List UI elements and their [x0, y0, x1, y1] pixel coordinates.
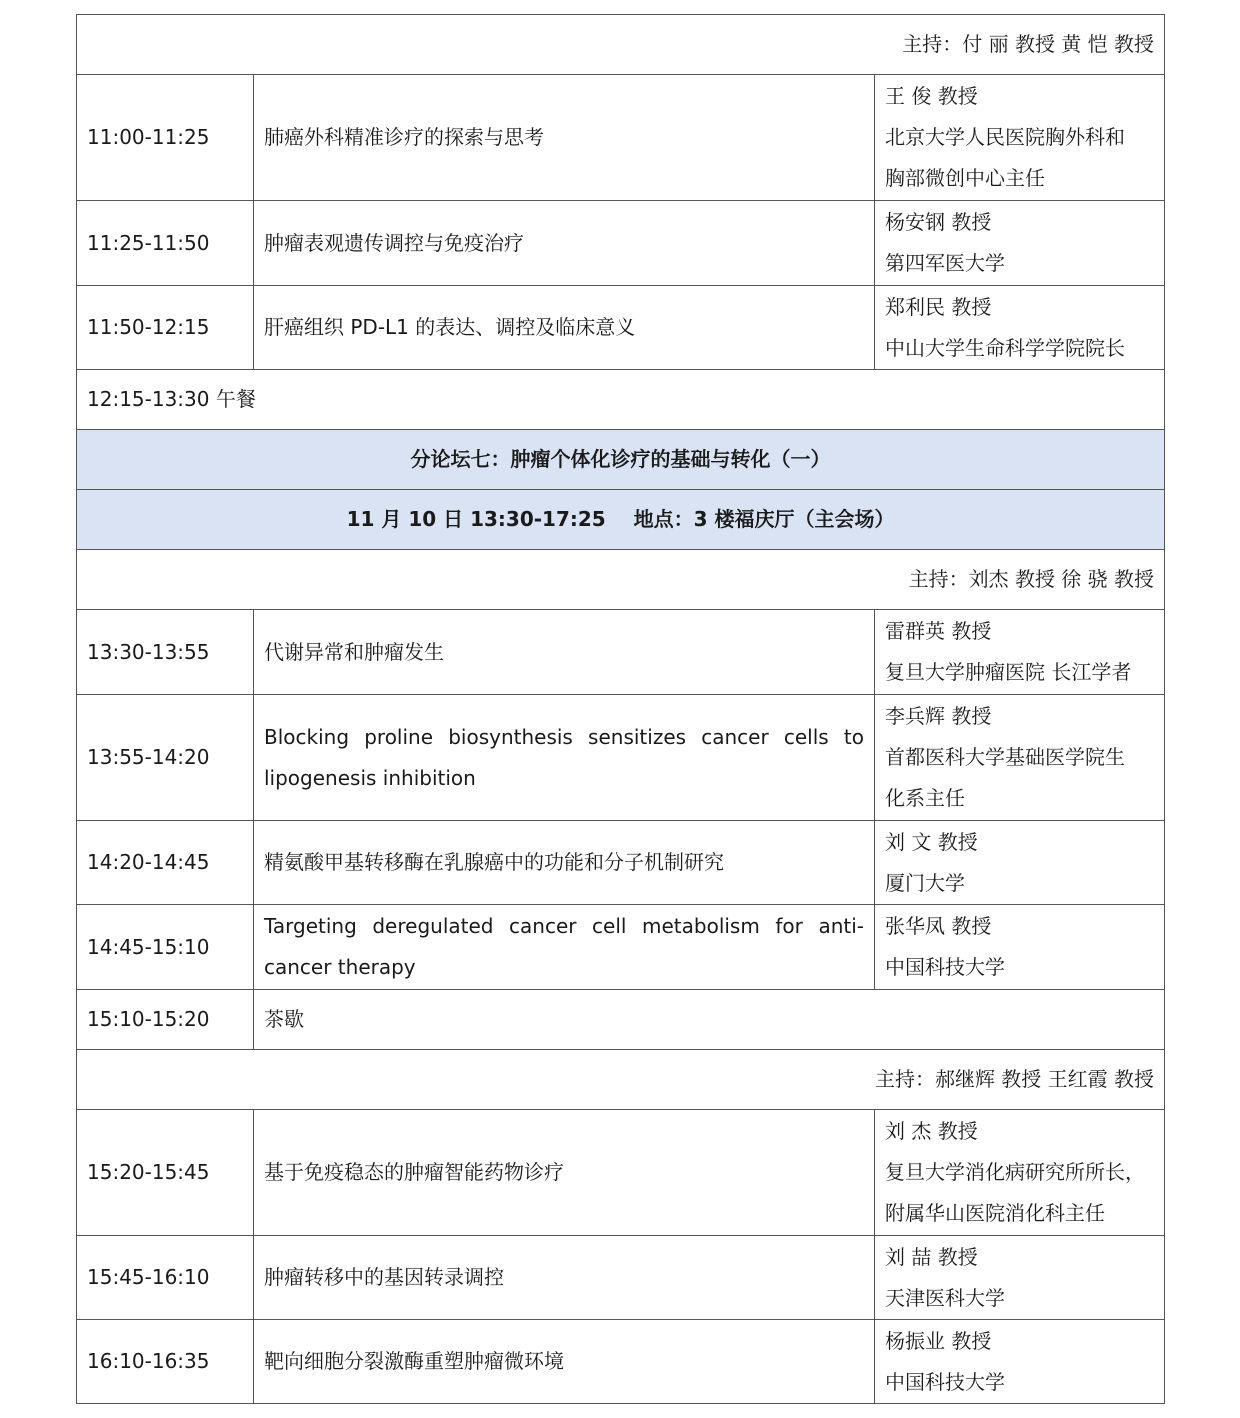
speaker-affiliation: 中国科技大学 — [885, 1369, 1005, 1394]
table-row — [77, 695, 1165, 821]
time-cell: 13:30-13:55 — [77, 610, 254, 695]
table-row — [77, 610, 1165, 695]
time-cell: 15:20-15:45 — [77, 1110, 254, 1236]
title-cell: 代谢异常和肿瘤发生 — [254, 610, 875, 695]
speaker-name: 杨振业 教授 — [885, 1328, 992, 1353]
speaker-affiliation: 首都医科大学基础医学院生 — [885, 745, 1125, 769]
title-cell: 肝癌组织 PD-L1 的表达、调控及临床意义 — [254, 286, 875, 370]
speaker-cell — [875, 1236, 1165, 1320]
lunch-row — [77, 370, 1165, 430]
table-row — [77, 201, 1165, 286]
time-cell: 16:10-16:35 — [77, 1320, 254, 1404]
speaker-affiliation: 北京大学人民医院胸外科和 — [885, 125, 1125, 149]
speaker-cell — [875, 905, 1165, 990]
speaker-cell — [875, 821, 1165, 905]
table-row — [77, 75, 1165, 201]
table-row — [77, 905, 1165, 990]
speaker-affiliation: 天津医科大学 — [885, 1285, 1005, 1310]
time-cell: 13:55-14:20 — [77, 695, 254, 821]
table-row — [77, 1320, 1165, 1404]
speaker-name: 杨安钢 教授 — [885, 210, 992, 234]
table-row — [77, 821, 1165, 905]
speaker-affiliation: 复旦大学消化病研究所所长， — [885, 1160, 1145, 1184]
speaker-cell — [875, 286, 1165, 370]
speaker-affiliation: 厦门大学 — [885, 870, 965, 895]
chair-text: 主持：刘杰 教授 徐 骁 教授 — [77, 550, 1165, 610]
speaker-cell — [875, 75, 1165, 201]
break-row — [77, 990, 1165, 1050]
speaker-affiliation: 第四军医大学 — [885, 251, 1005, 275]
speaker-affiliation: 中山大学生命科学学院院长 — [885, 335, 1125, 360]
forum-title-row — [77, 430, 1165, 490]
title-cell: 靶向细胞分裂激酶重塑肿瘤微环境 — [254, 1320, 875, 1404]
chair-text: 主持：付 丽 教授 黄 恺 教授 — [77, 15, 1165, 75]
time-cell: 15:10-15:20 — [77, 990, 254, 1050]
speaker-affiliation: 复旦大学肿瘤医院 长江学者 — [885, 660, 1132, 684]
speaker-name: 刘 杰 教授 — [885, 1119, 978, 1143]
speaker-affiliation: 中国科技大学 — [885, 955, 1005, 979]
forum-date-place: 11 月 10 日 13:30-17:25 地点：3 楼福庆厅（主会场） — [77, 490, 1165, 550]
chair-row — [77, 15, 1165, 75]
time-cell: 14:45-15:10 — [77, 905, 254, 990]
speaker-cell — [875, 201, 1165, 286]
chair-text: 主持：郝继辉 教授 王红霞 教授 — [77, 1050, 1165, 1110]
time-cell: 11:50-12:15 — [77, 286, 254, 370]
chair-row — [77, 1050, 1165, 1110]
table-row — [77, 1110, 1165, 1236]
break-title: 茶歇 — [254, 990, 1165, 1050]
speaker-affiliation: 附属华山医院消化科主任 — [885, 1201, 1105, 1225]
title-cell: Blocking proline biosynthesis sensitizes cancer cells to lipogenesis inhibition — [254, 695, 875, 821]
forum-date-row — [77, 490, 1165, 550]
chair-row — [77, 550, 1165, 610]
speaker-affiliation: 化系主任 — [885, 786, 965, 810]
title-cell: Targeting deregulated cancer cell metabolism for anti-cancer therapy — [254, 905, 875, 990]
speaker-name: 雷群英 教授 — [885, 619, 992, 643]
speaker-cell — [875, 695, 1165, 821]
speaker-name: 张华凤 教授 — [885, 914, 992, 938]
table-row — [77, 286, 1165, 370]
schedule-table — [76, 14, 1165, 1404]
speaker-name: 王 俊 教授 — [885, 84, 978, 108]
title-cell: 肿瘤转移中的基因转录调控 — [254, 1236, 875, 1320]
forum-title: 分论坛七：肿瘤个体化诊疗的基础与转化（一） — [77, 430, 1165, 490]
speaker-cell — [875, 1110, 1165, 1236]
speaker-cell — [875, 610, 1165, 695]
lunch-text: 12:15-13:30 午餐 — [77, 370, 1165, 430]
title-cell: 基于免疫稳态的肿瘤智能药物诊疗 — [254, 1110, 875, 1236]
time-cell: 11:25-11:50 — [77, 201, 254, 286]
speaker-cell — [875, 1320, 1165, 1404]
time-cell: 15:45-16:10 — [77, 1236, 254, 1320]
speaker-affiliation: 胸部微创中心主任 — [885, 166, 1045, 190]
title-cell: 精氨酸甲基转移酶在乳腺癌中的功能和分子机制研究 — [254, 821, 875, 905]
speaker-name: 李兵辉 教授 — [885, 704, 992, 728]
time-cell: 14:20-14:45 — [77, 821, 254, 905]
speaker-name: 郑利民 教授 — [885, 294, 992, 319]
speaker-name: 刘 喆 教授 — [885, 1244, 978, 1269]
title-cell: 肺癌外科精准诊疗的探索与思考 — [254, 75, 875, 201]
title-cell: 肿瘤表观遗传调控与免疫治疗 — [254, 201, 875, 286]
table-row — [77, 1236, 1165, 1320]
speaker-name: 刘 文 教授 — [885, 829, 978, 854]
time-cell: 11:00-11:25 — [77, 75, 254, 201]
